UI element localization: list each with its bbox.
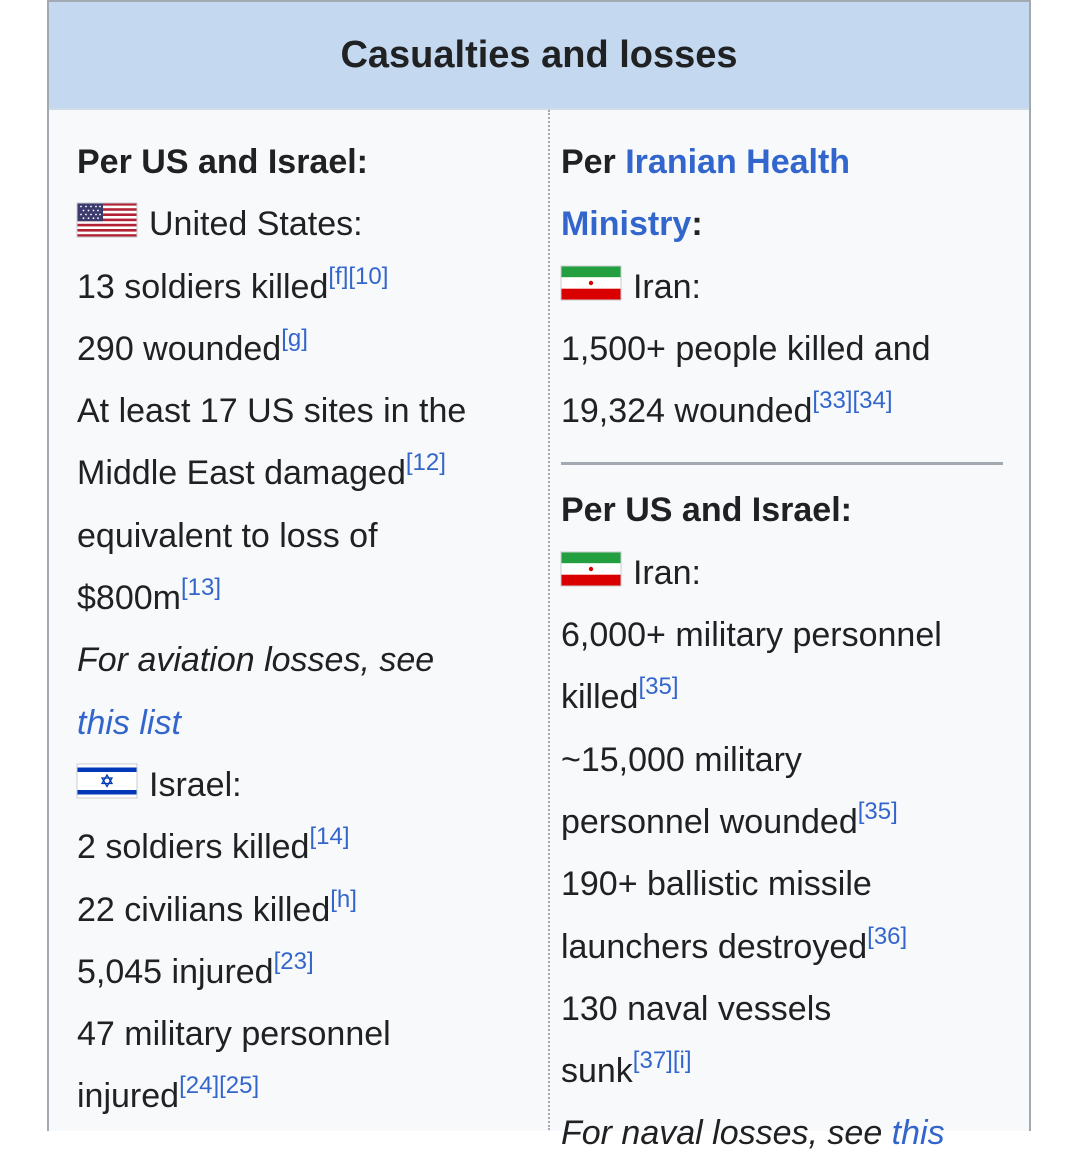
naval-see-note — [561, 1102, 1003, 1164]
naval-line1: 130 naval vessels — [560, 989, 832, 1028]
us-sites-line1: At least 17 US sites in the — [77, 392, 467, 431]
israel-military-line2 — [77, 1065, 548, 1127]
ministry-title-line2 — [561, 193, 1003, 255]
ministry-colon: : — [691, 205, 703, 244]
mil-wounded-text: personnel wounded — [560, 802, 858, 841]
left-column — [49, 110, 548, 1130]
mil-wounded-line1: ~15,000 military — [560, 740, 802, 779]
iran-killed-refs[interactable]: [33][34] — [812, 387, 893, 415]
israel-soldiers-killed — [77, 816, 548, 878]
naval-see-link[interactable]: this — [891, 1114, 945, 1153]
us-loss-refs[interactable]: [13] — [180, 574, 221, 602]
iran-row-2 — [561, 542, 1003, 604]
israel-civilians-text: 22 civilians killed — [77, 890, 331, 929]
launchers-line1: 190+ ballistic missile — [560, 865, 872, 904]
israel-soldiers-refs[interactable]: [14] — [309, 823, 350, 851]
israel-injured-text: 5,045 injured — [77, 952, 274, 991]
naval-line2 — [561, 1040, 1003, 1102]
us-wounded — [77, 318, 548, 380]
israel-injured — [77, 941, 548, 1003]
naval-see-text: For naval losses, see — [560, 1114, 892, 1153]
right-section-title: Per US and Israel: — [560, 491, 852, 530]
israel-flag-icon[interactable] — [77, 764, 137, 798]
israel-soldiers-text: 2 soldiers killed — [77, 828, 310, 867]
us-sites-line2 — [77, 442, 548, 504]
iran-row-1 — [561, 256, 1003, 318]
naval-text: sunk — [560, 1052, 633, 1091]
us-loss-line2 — [77, 567, 548, 629]
section-separator — [561, 462, 1003, 465]
iran-flag-icon[interactable] — [561, 552, 621, 586]
launchers-refs[interactable]: [36] — [867, 922, 908, 950]
iran-label-1: Iran: — [632, 267, 702, 306]
us-wounded-refs[interactable]: [g] — [281, 324, 308, 352]
iran-label-2: Iran: — [632, 553, 702, 592]
aviation-list-link[interactable]: this list — [77, 703, 181, 742]
us-killed — [77, 256, 548, 318]
us-flag-icon[interactable] — [77, 203, 137, 237]
israel-civilians-refs[interactable]: [h] — [330, 885, 357, 913]
iran-wounded-text: 19,324 wounded — [560, 392, 813, 431]
launchers-text: launchers destroyed — [560, 927, 868, 966]
ministry-title-line1 — [561, 131, 1003, 193]
israel-civilians-killed — [77, 879, 548, 941]
israel-military-text: injured — [77, 1077, 180, 1116]
casualties-infobox — [47, 0, 1031, 1153]
infobox-header — [49, 2, 1029, 110]
launchers-line2 — [561, 916, 1003, 978]
us-sites-text: Middle East damaged — [77, 454, 406, 493]
israel-injured-refs[interactable]: [23] — [273, 947, 314, 975]
per-prefix: Per — [560, 143, 626, 181]
us-killed-refs[interactable]: [f][10] — [328, 262, 389, 290]
us-row — [77, 193, 548, 255]
naval-refs[interactable]: [37][i] — [632, 1047, 692, 1075]
aviation-note: For aviation losses, see — [77, 641, 435, 680]
us-wounded-text: 290 wounded — [77, 329, 282, 368]
ministry-link-part2[interactable]: Ministry — [560, 205, 692, 244]
us-loss-line1: equivalent to loss of — [77, 516, 378, 555]
right-column — [550, 110, 1029, 1153]
us-label: United States: — [149, 205, 363, 244]
israel-military-refs[interactable]: [24][25] — [179, 1072, 260, 1100]
casualties-columns — [49, 110, 1029, 1153]
left-section-title: Per US and Israel: — [77, 143, 369, 181]
header-title: Casualties and losses — [340, 33, 738, 76]
mil-wounded-line2 — [561, 791, 1003, 853]
israel-military-line1: 47 military personnel — [77, 1015, 391, 1054]
iran-killed-line2 — [561, 380, 1003, 442]
us-loss-amount: $800m — [77, 579, 181, 618]
iran-killed-line1: 1,500+ people killed and — [560, 329, 931, 368]
israel-row — [77, 754, 548, 816]
mil-killed-line2 — [561, 666, 1003, 728]
us-killed-text: 13 soldiers killed — [77, 267, 329, 306]
ministry-link-part1[interactable]: Iranian Health — [625, 143, 851, 181]
mil-killed-line1: 6,000+ military personnel — [560, 616, 942, 655]
mil-killed-text: killed — [560, 678, 639, 717]
israel-label: Israel: — [149, 765, 242, 804]
aviation-link-line — [77, 692, 548, 754]
iran-flag-icon[interactable] — [561, 266, 621, 300]
mil-wounded-refs[interactable]: [35] — [857, 797, 898, 825]
us-sites-refs[interactable]: [12] — [405, 449, 446, 477]
mil-killed-refs[interactable]: [35] — [638, 673, 679, 701]
